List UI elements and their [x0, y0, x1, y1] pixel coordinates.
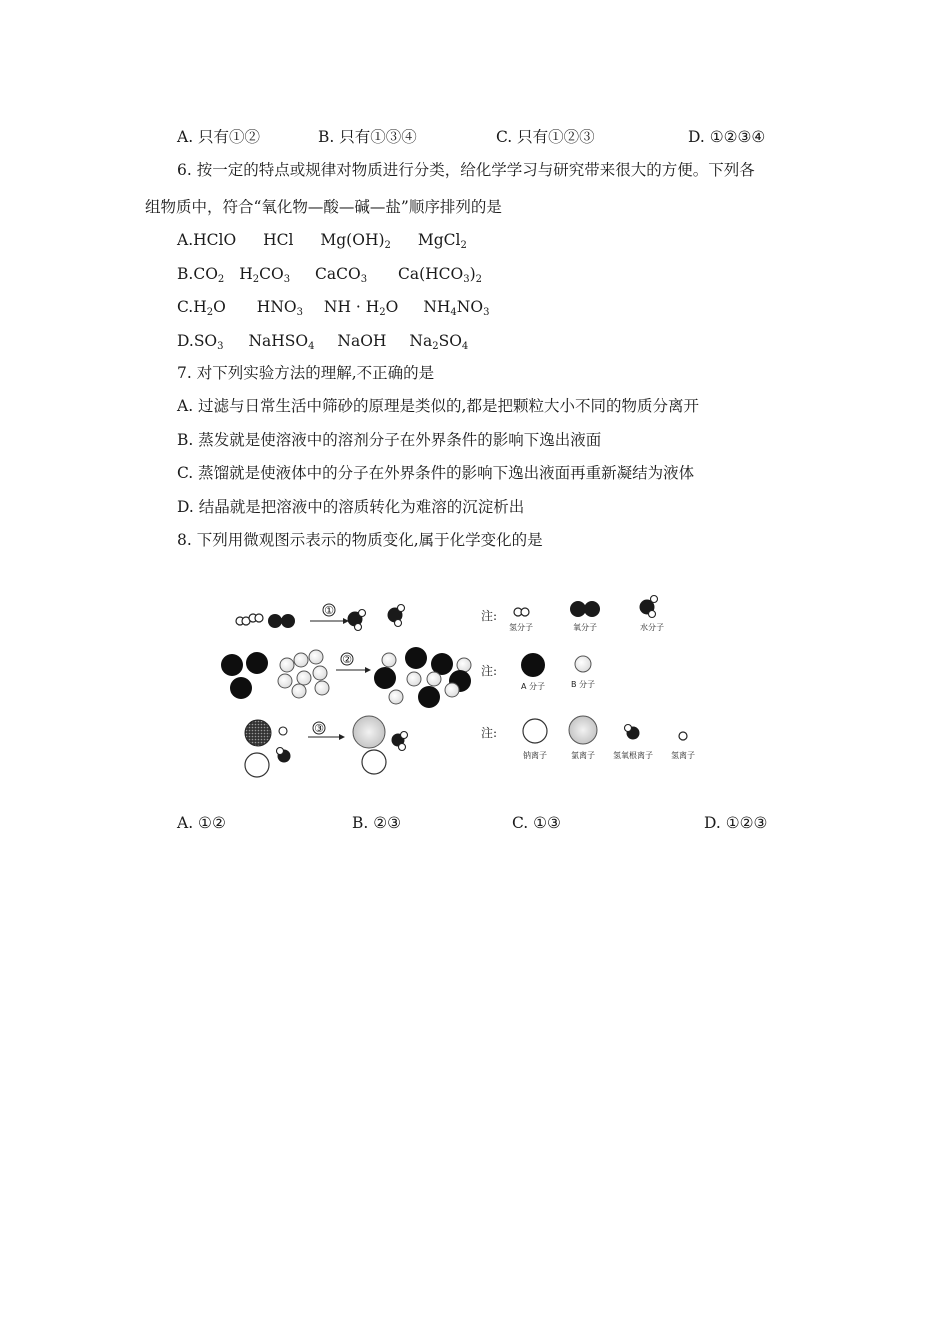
- q7-option-a: A. 过滤与日常生活中筛砂的原理是类似的,都是把颗粒大小不同的物质分离开: [177, 397, 699, 415]
- step-label-2: ②: [342, 653, 352, 666]
- q6-option-b: $B.CO_2$ $H_2CO_3$ CaCO$_3$ $Ca(HCO_3)_2$: [177, 265, 483, 285]
- q8-option-b: B. ②③: [352, 814, 402, 832]
- legend-chloride-ion: 氯离子: [571, 751, 595, 760]
- step-label-1: ①: [324, 604, 334, 617]
- q5-option-a: A. 只有①②: [177, 128, 261, 146]
- q8-figure: [215, 585, 715, 785]
- legend-note-2: 注:: [481, 664, 498, 678]
- legend-hydrogen: 氢分子: [509, 623, 533, 632]
- q8-option-a: A. ①②: [177, 814, 226, 832]
- q8-stem: 8. 下列用微观图示表示的物质变化,属于化学变化的是: [177, 531, 543, 549]
- legend-a-molecule: A 分子: [520, 682, 546, 691]
- q7-option-b: B. 蒸发就是使溶液中的溶剂分子在外界条件的影响下逸出液面: [177, 431, 602, 449]
- legend-hydrogen-ion: 氢离子: [671, 751, 695, 760]
- legend-hydroxide-ion: 氢氧根离子: [613, 751, 653, 760]
- q6-option-c: $C.H_2O$ $HNO_3$ NH · $H_2O$ $NH_4NO_3$: [177, 298, 490, 318]
- q8-option-d: D. ①②③: [704, 814, 768, 832]
- legend-sodium-ion: 钠离子: [523, 751, 547, 760]
- step-label-3: ③: [314, 722, 324, 735]
- q5-option-d: D. ①②③④: [688, 128, 766, 146]
- reaction-3: [245, 716, 408, 777]
- q5-option-b: B. 只有①③④: [318, 128, 417, 146]
- q7-stem: 7. 对下列实验方法的理解,不正确的是: [177, 364, 435, 382]
- legend-note-3: 注:: [481, 726, 498, 740]
- q7-option-c: C. 蒸馏就是使液体中的分子在外界条件的影响下逸出液面再重新凝结为液体: [177, 464, 695, 482]
- reaction-1: [236, 604, 405, 631]
- legend-note-1: 注:: [481, 609, 498, 623]
- q6-stem-line2: 组物质中，符合“氧化物—酸—碱—盐”顺序排列的是: [145, 198, 502, 216]
- q8-option-c: C. ①③: [512, 814, 561, 832]
- figure-legend: [481, 596, 695, 761]
- q6-option-d: $D.SO_3$ NaHSO$_4$ NaOH $Na_2SO_4$: [177, 332, 469, 352]
- q6-stem-line1: 6. 按一定的特点或规律对物质进行分类，给化学学习与研究带来很大的方便。下列各: [177, 161, 755, 179]
- q6-option-a: A.HClO HCl $Mg(OH)_2$ MgCl$_2$: [177, 231, 467, 251]
- q7-option-d: D. 结晶就是把溶液中的溶质转化为难溶的沉淀析出: [177, 498, 525, 516]
- legend-b-molecule: B 分子: [570, 680, 596, 689]
- legend-water: 水分子: [640, 623, 664, 632]
- legend-oxygen: 氧分子: [573, 623, 597, 632]
- reaction-2: [221, 647, 471, 708]
- q5-option-c: C. 只有①②③: [496, 128, 595, 146]
